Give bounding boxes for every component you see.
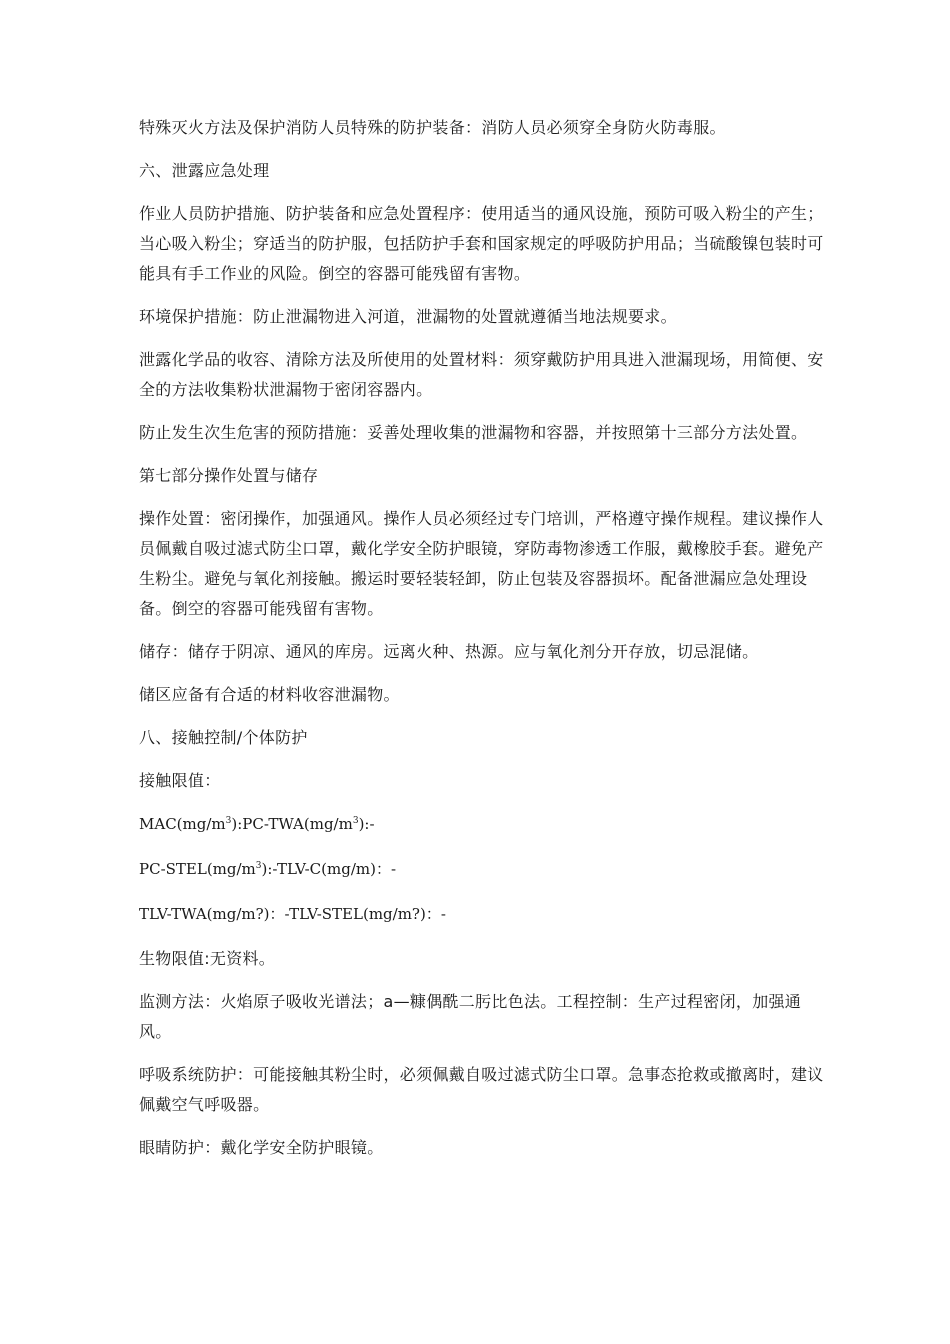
paragraph-personal-protection: 作业人员防护措施、防护装备和应急处置程序：使用适当的通风设施，预防可吸入粉尘的产生；当心吸入粉尘；穿适当的防护服，包括防护手套和国家规定的呼吸防护用品；当硫酸镍包装时可能具有手工作业的风险。倒空的容器可能残留有害物。 xyxy=(139,204,824,283)
exposure-line-stel xyxy=(139,854,829,884)
section-heading-7: 第七部分操作处置与储存 xyxy=(139,466,319,485)
exposure-line-mac xyxy=(139,809,829,839)
pc-stel-label: PC-STEL(mg/m xyxy=(139,860,256,878)
paragraph-storage: 储存：储存于阴凉、通风的库房。远离火种、热源。应与氧化剂分开存放，切忌混储。 xyxy=(139,642,759,661)
mac-label: MAC(mg/m xyxy=(139,815,226,833)
paragraph-respiratory-protection: 呼吸系统防护：可能接触其粉尘时，必须佩戴自吸过滤式防尘口罩。急事态抢救或撤离时，建议佩戴空气呼吸器。 xyxy=(139,1065,824,1114)
pc-twa-value: ):- xyxy=(358,815,375,833)
exposure-line-tlv: TLV-TWA(mg/m?)：-TLV-STEL(mg/m?)：- xyxy=(139,905,446,923)
paragraph-monitoring: 监测方法：火焰原子吸收光谱法；a—糠偶酰二肟比色法。工程控制：生产过程密闭，加强通风。 xyxy=(139,992,802,1041)
section-heading-8: 八、接触控制/个体防护 xyxy=(139,728,308,747)
superscript-3: 3 xyxy=(352,816,359,826)
paragraph-biological-limits: 生物限值:无资料。 xyxy=(139,949,276,968)
paragraph-handling: 操作处置：密闭操作，加强通风。操作人员必须经过专门培训，严格遵守操作规程。建议操作人员佩戴自吸过滤式防尘口罩，戴化学安全防护眼镜，穿防毒物渗透工作服，戴橡胶手套。避免产生粉尘。避免与氧化剂接触。搬运时要轻装轻卸，防止包装及容器损坏。配备泄漏应急处理设备。倒空的容器可能残留有害物。 xyxy=(139,509,824,618)
superscript-3: 3 xyxy=(255,861,262,871)
superscript-3: 3 xyxy=(225,816,232,826)
paragraph-firefighting-equipment: 特殊灭火方法及保护消防人员特殊的防护装备：消防人员必须穿全身防火防毒服。 xyxy=(139,118,726,137)
pc-twa-label: ):PC-TWA(mg/m xyxy=(231,815,353,833)
paragraph-spill-cleanup: 泄露化学品的收容、清除方法及所使用的处置材料：须穿戴防护用具进入泄漏现场，用简便、安全的方法收集粉状泄漏物于密闭容器内。 xyxy=(139,350,824,399)
paragraph-storage-area: 储区应备有合适的材料收容泄漏物。 xyxy=(139,685,400,704)
tlv-c-label: ):-TLV-C(mg/m)：- xyxy=(261,860,397,878)
paragraph-eye-protection: 眼睛防护：戴化学安全防护眼镜。 xyxy=(139,1138,384,1157)
paragraph-secondary-hazard: 防止发生次生危害的预防措施：妥善处理收集的泄漏物和容器，并按照第十三部分方法处置。 xyxy=(139,423,808,442)
paragraph-environmental-protection: 环境保护措施：防止泄漏物进入河道，泄漏物的处置就遵循当地法规要求。 xyxy=(139,307,677,326)
section-heading-6: 六、泄露应急处理 xyxy=(139,161,270,180)
paragraph-exposure-limits: 接触限值： xyxy=(139,771,221,790)
document-body xyxy=(139,113,829,1176)
